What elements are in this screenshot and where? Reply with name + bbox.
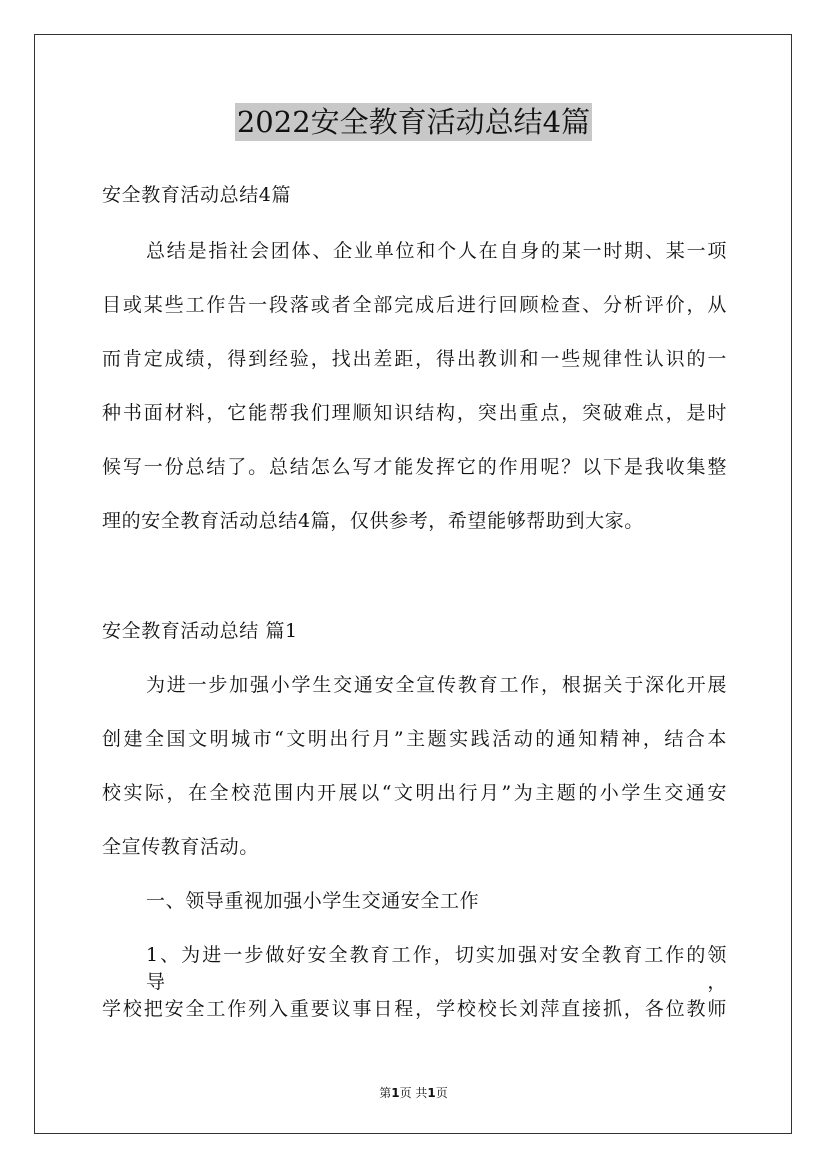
page-footer: 第1页 共1页 (379, 1086, 448, 1100)
intro-line-5: 候写一份总结了。总结怎么写才能发挥它的作用呢？以下是我收集整 (102, 456, 727, 478)
document-subtitle: 安全教育活动总结4篇 (102, 184, 292, 206)
intro-line-6: 理的安全教育活动总结4篇，仅供参考，希望能够帮助到大家。 (102, 510, 644, 532)
document-title: 2022安全教育活动总结4篇 (236, 105, 591, 139)
intro-line-2: 目或某些工作告一段落或者全部完成后进行回顾检查、分析评价，从 (102, 294, 727, 316)
point-line-1: 1、为进一步做好安全教育工作，切实加强对安全教育工作的领导， (146, 944, 727, 993)
point-line-2: 学校把安全工作列入重要议事日程，学校校长刘萍直接抓，各位教师 (102, 998, 727, 1020)
section-para-line-4: 全宣传教育活动。 (102, 836, 259, 858)
section-para-line-1: 为进一步加强小学生交通安全宣传教育工作，根据关于深化开展 (146, 674, 727, 696)
subheading: 一、领导重视加强小学生交通安全工作 (146, 890, 480, 912)
section-heading: 安全教育活动总结 篇1 (102, 620, 298, 642)
intro-line-1: 总结是指社会团体、企业单位和个人在自身的某一时期、某一项 (146, 240, 727, 262)
intro-line-4: 种书面材料，它能帮我们理顺知识结构，突出重点，突破难点，是时 (102, 402, 727, 424)
section-para-line-3: 校实际，在全校范围内开展以“文明出行月”为主题的小学生交通安 (102, 782, 727, 804)
intro-line-3: 而肯定成绩，得到经验，找出差距，得出教训和一些规律性认识的一 (102, 348, 727, 370)
section-para-line-2: 创建全国文明城市“文明出行月”主题实践活动的通知精神，结合本 (102, 728, 727, 750)
